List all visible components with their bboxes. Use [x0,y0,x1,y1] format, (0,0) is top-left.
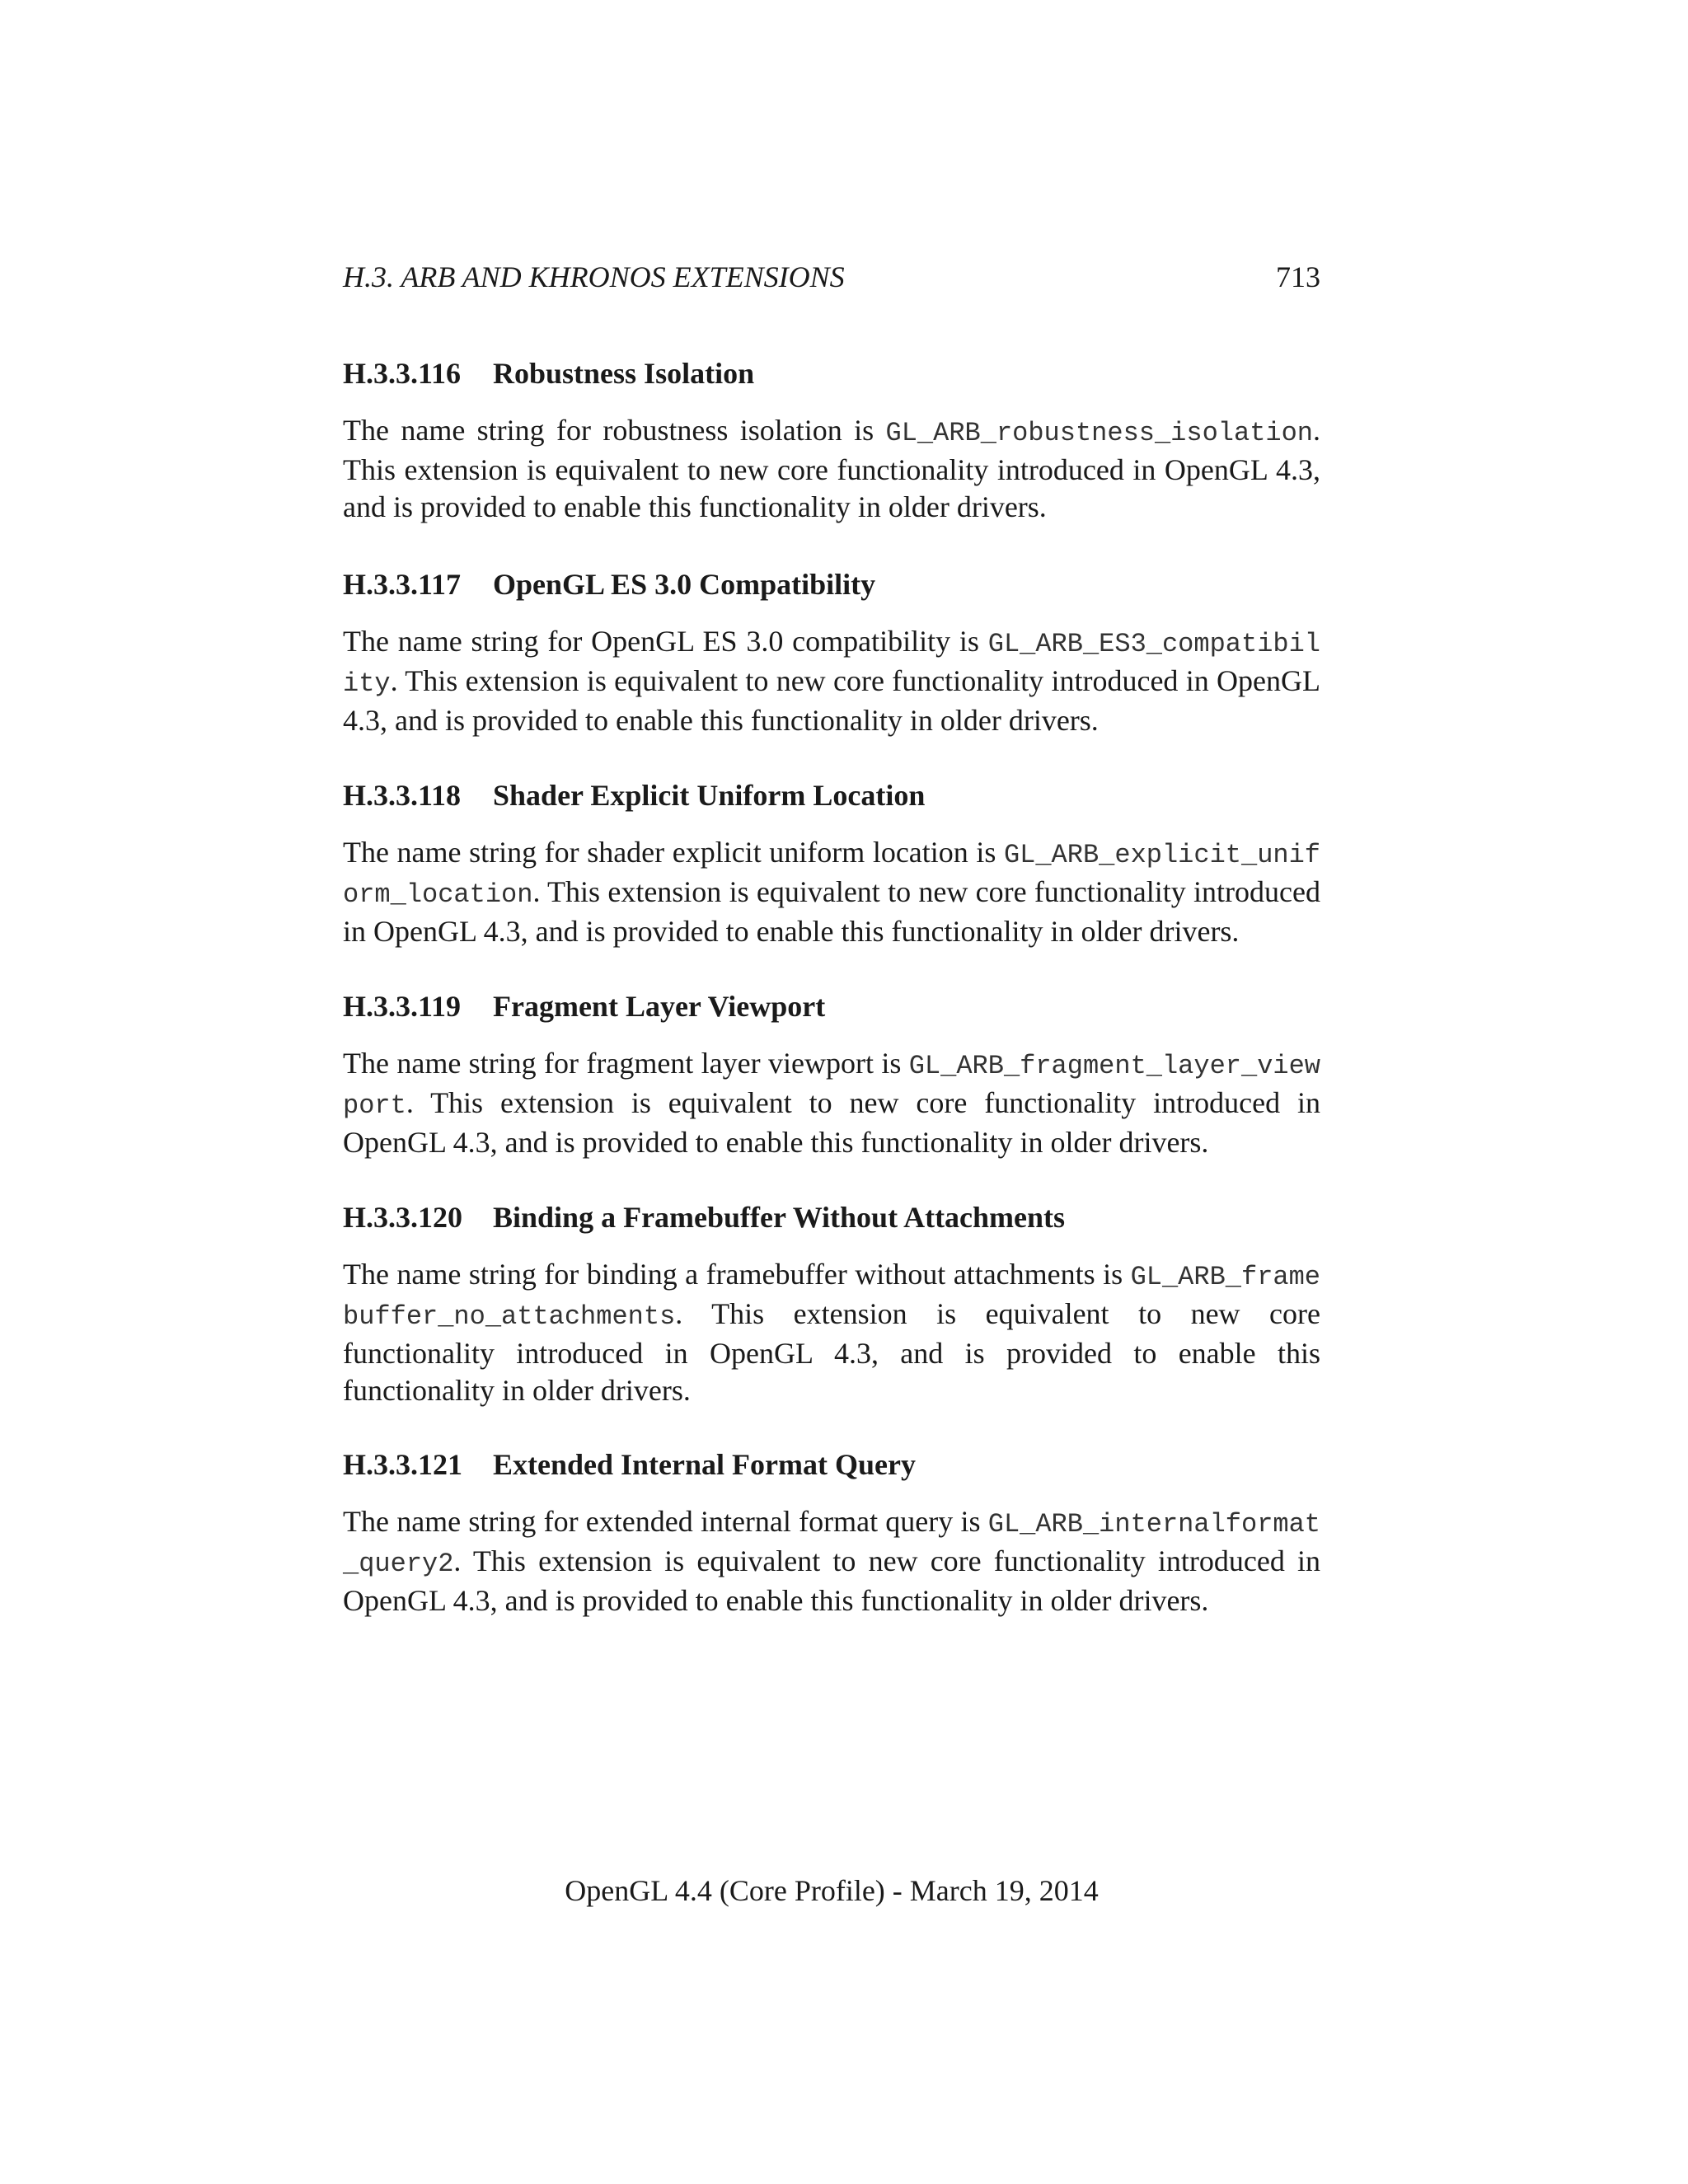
section-shader-explicit-uniform-location [343,775,1320,950]
section-number: H.3.3.119 [343,990,462,1023]
section-opengl-es3-compatibility [343,564,1320,739]
section-body [343,834,1320,950]
section-title: OpenGL ES 3.0 Compatibility [493,568,876,601]
extension-name-string: GL_ARB_framebuffer_no_attachments [343,1262,1320,1332]
body-text: The name string for extended internal format query is [343,1505,988,1538]
body-text: The name string for robustness isolation is [343,414,886,447]
header-page-number: 713 [1276,260,1320,293]
running-header [343,255,1320,298]
body-text: The name string for fragment layer viewport is [343,1047,909,1080]
section-robustness-isolation [343,353,1320,526]
section-number: H.3.3.117 [343,568,462,601]
section-fragment-layer-viewport [343,986,1320,1161]
section-heading [343,1197,1320,1238]
body-text: . This extension is equivalent to new core functionality introduced in OpenGL 4.3, and is provided to enable this functionality in older drivers. [343,1544,1320,1617]
section-body [343,1503,1320,1619]
section-heading [343,775,1320,816]
section-extended-internal-format-query [343,1444,1320,1619]
section-number: H.3.3.118 [343,779,462,812]
page-footer: OpenGL 4.4 (Core Profile) - March 19, 2014 [565,1874,1099,1907]
section-heading [343,986,1320,1027]
section-number: H.3.3.121 [343,1448,463,1481]
extension-name-string: GL_ARB_ES3_compatibility [343,629,1320,699]
extension-name-string: GL_ARB_fragment_layer_viewport [343,1051,1320,1121]
body-text: . This extension is equivalent to new core functionality introduced in OpenGL 4.3, and is provided to enable this functionality in older drivers. [343,664,1320,737]
section-body [343,412,1320,526]
section-title: Extended Internal Format Query [493,1448,916,1481]
body-text: . This extension is equivalent to new core functionality introduced in OpenGL 4.3, and is provided to enable this functionality in older drivers. [343,1086,1320,1159]
section-title: Shader Explicit Uniform Location [493,779,926,812]
body-text: . This extension is equivalent to new core functionality introduced in OpenGL 4.3, and is provided to enable this functionality in older drivers. [343,414,1320,523]
extension-name-string: GL_ARB_internalformat_query2 [343,1509,1320,1579]
section-heading [343,564,1320,605]
body-text: . This extension is equivalent to new core functionality introduced in OpenGL 4.3, and is provided to enable this functionality in older drivers. [343,875,1320,948]
section-body [343,623,1320,739]
section-body [343,1045,1320,1161]
section-title: Robustness Isolation [493,357,755,390]
section-heading [343,353,1320,394]
body-text: The name string for binding a framebuffer without attachments is [343,1258,1131,1291]
body-text: . This extension is equivalent to new core functionality introduced in OpenGL 4.3, and is provided to enable this functionality in older drivers. [343,1297,1320,1407]
section-number: H.3.3.120 [343,1201,463,1234]
section-framebuffer-no-attachments [343,1197,1320,1409]
body-text: The name string for shader explicit uniform location is [343,836,1004,869]
section-title: Fragment Layer Viewport [493,990,826,1023]
body-text: The name string for OpenGL ES 3.0 compatibility is [343,625,988,658]
section-number: H.3.3.116 [343,357,462,390]
extension-name-string: GL_ARB_explicit_uniform_location [343,840,1320,910]
header-section-title: H.3. ARB AND KHRONOS EXTENSIONS [343,260,845,293]
section-body [343,1256,1320,1409]
section-title: Binding a Framebuffer Without Attachments [493,1201,1066,1234]
extension-name-string: GL_ARB_robustness_isolation [885,418,1313,448]
section-heading [343,1444,1320,1485]
